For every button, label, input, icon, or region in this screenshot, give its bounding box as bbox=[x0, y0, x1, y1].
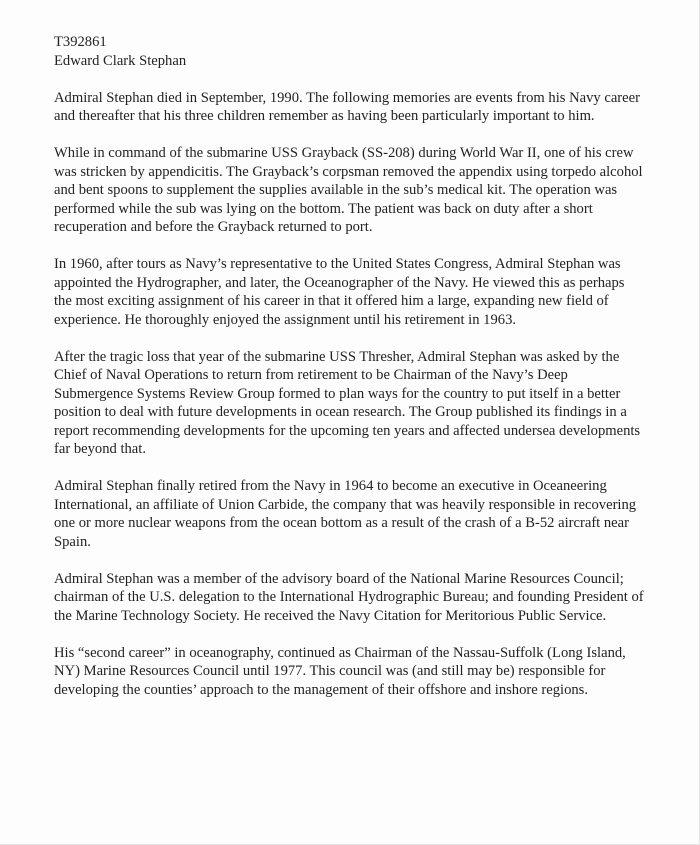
paragraph-oceaneering: Admiral Stephan finally retired from the Navy in 1964 to become an executive in Oceaneering International, an affiliate of Union Carbide, the company that was heavily responsible in recovering one or more nuclear weapons from the ocean bottom as a result of the crash of a B-52 aircraft near Spain. bbox=[54, 478, 637, 550]
document-content bbox=[54, 33, 644, 699]
paragraph-grayback: While in command of the submarine USS Grayback (SS-208) during World War II, one of his crew was stricken by appendicitis. The Grayback’s corpsman removed the appendix using torpedo alcohol and bent spoons to supplement the supplies available in the sub’s medical kit. The operation was performed while the sub was lying on the bottom. The patient was back on duty after a short recuperation and before the Grayback returned to port. bbox=[54, 145, 643, 235]
document-header bbox=[54, 33, 644, 70]
paragraph-hydrographer: In 1960, after tours as Navy’s representative to the United States Congress, Admiral Stephan was appointed the Hydrographer, and later, the Oceanographer of the Navy. He viewed this as perhaps the most exciting assignment of his career in that it offered him a large, expanding new field of experience. He thoroughly enjoyed the assignment until his retirement in 1963. bbox=[54, 256, 625, 328]
paragraph-advisory-board: Admiral Stephan was a member of the advisory board of the National Marine Resources Council; chairman of the U.S. delegation to the International Hydrographic Bureau; and founding President of the Marine Technology Society. He received the Navy Citation for Meritorious Public Service. bbox=[54, 570, 644, 624]
paragraph-thresher: After the tragic loss that year of the submarine USS Thresher, Admiral Stephan was asked by the Chief of Naval Operations to return from retirement to be Chairman of the Navy’s Deep Submergence Systems Review Group formed to plan ways for the country to put itself in a better position to deal with future developments in ocean research. The Group published its findings in a report recommending developments for the upcoming ten years and affected undersea developments far beyond that. bbox=[54, 348, 641, 457]
paragraph-death-notice: Admiral Stephan died in September, 1990. The following memories are events from his Navy career and thereafter that his three children remember as having been particularly important to him. bbox=[54, 89, 640, 124]
paragraph-second-career: His “second career” in oceanography, continued as Chairman of the Nassau-Suffolk (Long Island, NY) Marine Resources Council until 1977. This council was (and still may be) responsible for developing the counties’ approach to the management of their offshore and inshore regions. bbox=[54, 644, 626, 698]
document-name: Edward Clark Stephan bbox=[54, 52, 187, 69]
document-id: T392861 bbox=[54, 34, 107, 50]
